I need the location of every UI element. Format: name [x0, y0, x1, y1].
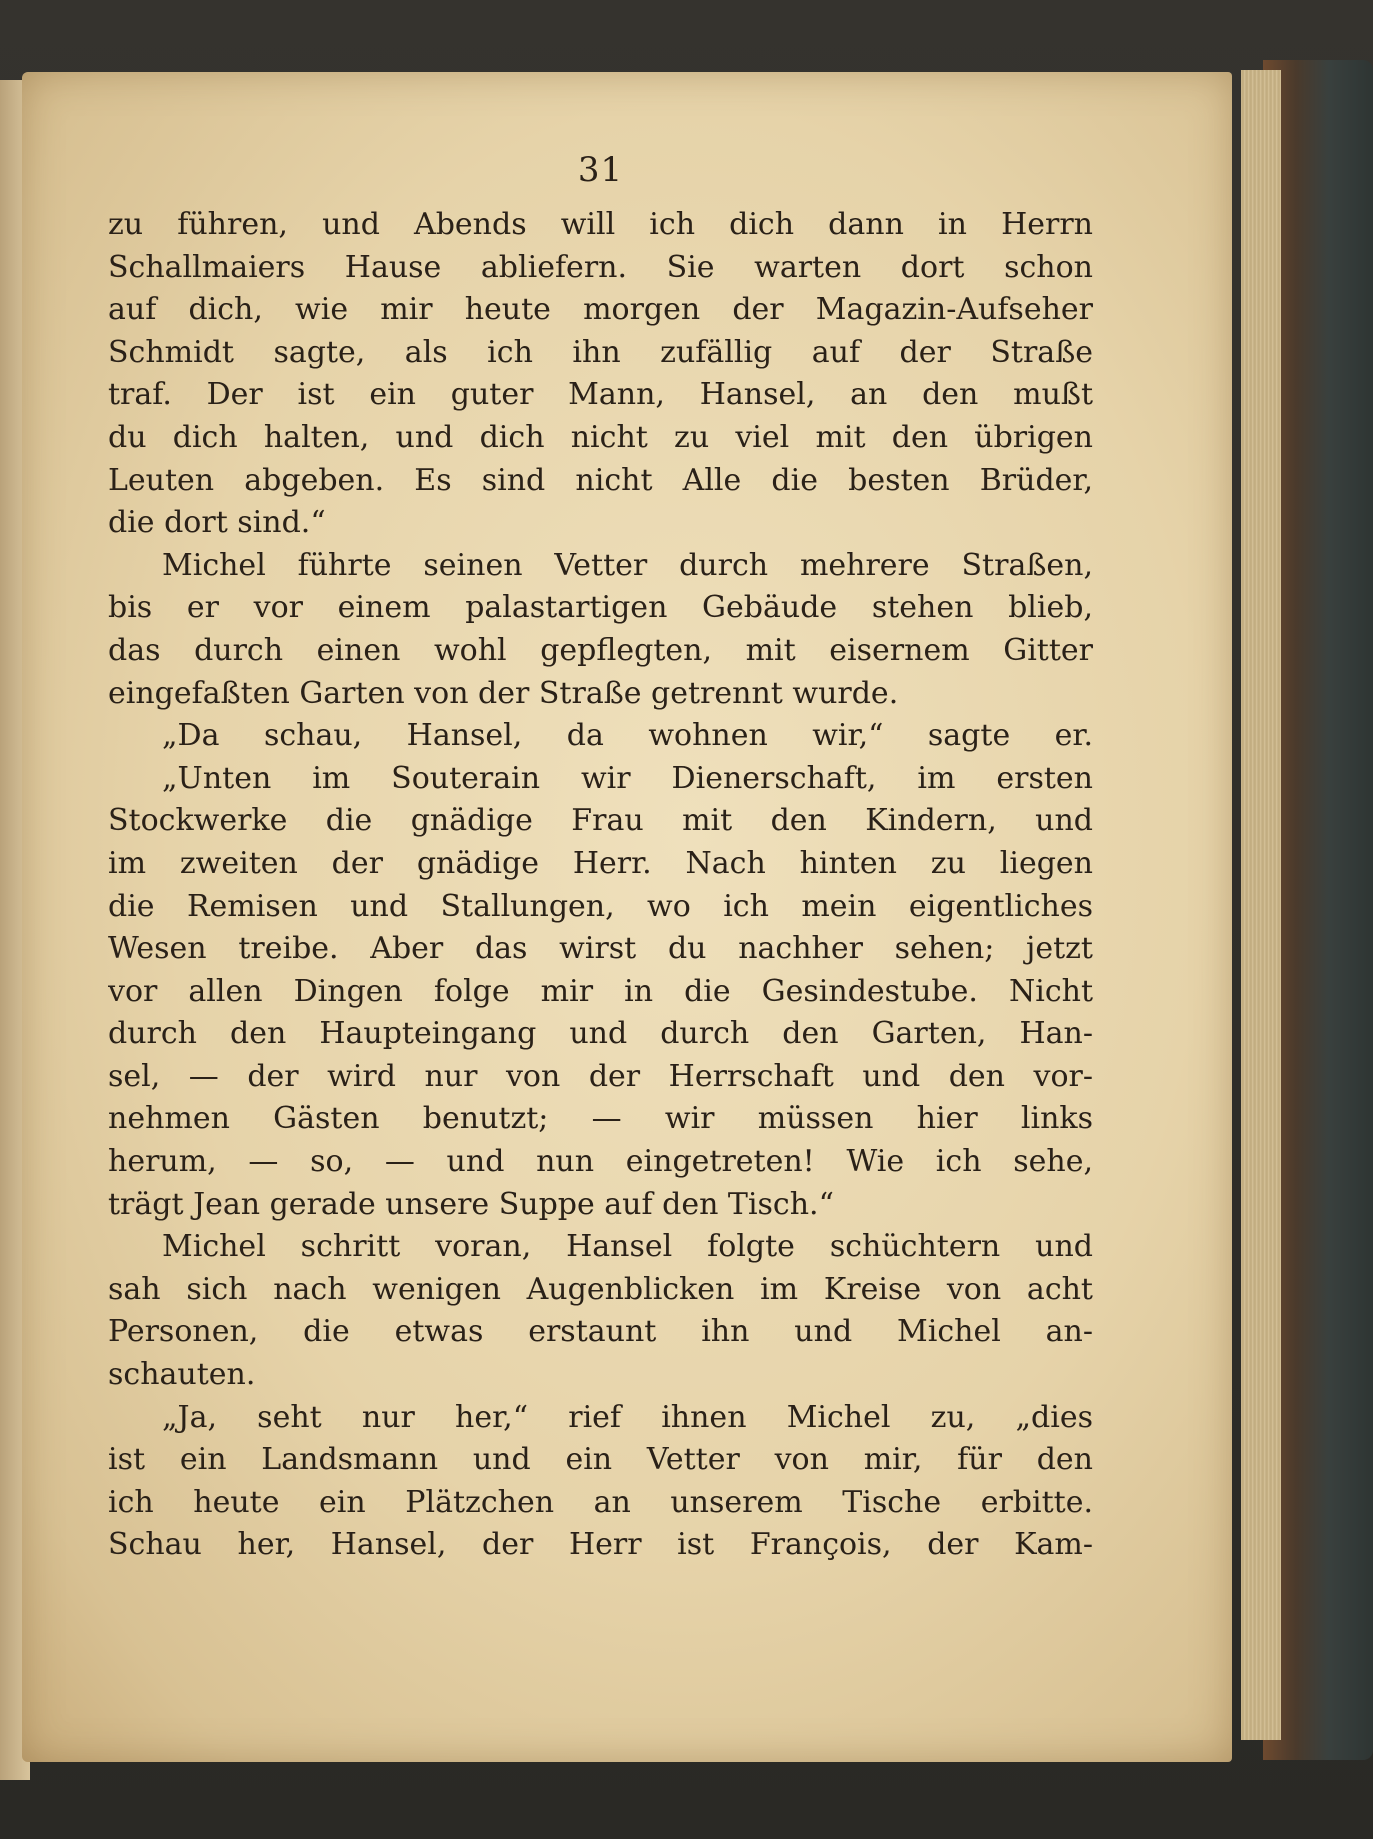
text-line: durch den Haupteingang und durch den Garten, Han-	[108, 1016, 1093, 1052]
text-line: Michel schritt voran, Hansel folgte schüchtern und	[162, 1229, 1093, 1265]
text-line: nehmen Gästen benutzt; — wir müssen hier links	[108, 1101, 1093, 1137]
text-line: das durch einen wohl gepflegten, mit eisernem Gitter	[108, 632, 1093, 668]
text-line: die dort sind.“	[108, 505, 326, 541]
text-line: Schallmaiers Hause abliefern. Sie warten dort schon	[108, 249, 1093, 285]
text-line: Wesen treibe. Aber das wirst du nachher sehen; jetzt	[108, 931, 1093, 967]
text-line: im zweiten der gnädige Herr. Nach hinten zu liegen	[108, 845, 1093, 881]
text-line: schauten.	[108, 1357, 256, 1393]
text-line: sah sich nach wenigen Augenblicken im Kreise von acht	[108, 1271, 1093, 1307]
text-line: auf dich, wie mir heute morgen der Magazin-Aufseher	[108, 292, 1093, 328]
text-line: traf. Der ist ein guter Mann, Hansel, an den mußt	[108, 377, 1093, 413]
text-line: ist ein Landsmann und ein Vetter von mir, für den	[108, 1442, 1093, 1478]
text-line: du dich halten, und dich nicht zu viel mit den übrigen	[108, 419, 1093, 455]
text-line: „Unten im Souterain wir Dienerschaft, im ersten	[162, 760, 1093, 796]
text-line: Schmidt sagte, als ich ihn zufällig auf der Straße	[108, 334, 1093, 370]
text-line: die Remisen und Stallungen, wo ich mein eigentliches	[108, 888, 1093, 924]
text-line: Michel führte seinen Vetter durch mehrere Straßen,	[162, 547, 1093, 583]
text-line: zu führen, und Abends will ich dich dann in Herrn	[108, 207, 1093, 242]
text-line: vor allen Dingen folge mir in die Gesindestube. Nicht	[108, 973, 1093, 1009]
page-number: 31	[577, 150, 624, 190]
text-line: „Da schau, Hansel, da wohnen wir,“ sagte er.	[162, 718, 1093, 754]
text-line: ich heute ein Plätzchen an unserem Tische erbitte.	[108, 1484, 1093, 1520]
text-line: Leuten abgeben. Es sind nicht Alle die besten Brüder,	[108, 462, 1093, 498]
body-text	[108, 204, 1093, 1567]
text-line: eingefaßten Garten von der Straße getrennt wurde.	[108, 675, 899, 711]
text-line: Schau her, Hansel, der Herr ist François, der Kam-	[108, 1527, 1093, 1563]
text-line: „Ja, seht nur her,“ rief ihnen Michel zu, „dies	[162, 1399, 1093, 1435]
text-line: sel, — der wird nur von der Herrschaft und den vor-	[108, 1058, 1093, 1094]
text-line: trägt Jean gerade unsere Suppe auf den Tisch.“	[108, 1186, 834, 1222]
text-line: Personen, die etwas erstaunt ihn und Michel an-	[108, 1314, 1093, 1350]
page-stack-edge	[1241, 70, 1281, 1740]
page-content	[108, 150, 1093, 1567]
text-line: bis er vor einem palastartigen Gebäude stehen blieb,	[108, 590, 1093, 626]
text-line: herum, — so, — und nun eingetreten! Wie ich sehe,	[108, 1144, 1093, 1180]
text-line: Stockwerke die gnädige Frau mit den Kindern, und	[108, 803, 1093, 839]
